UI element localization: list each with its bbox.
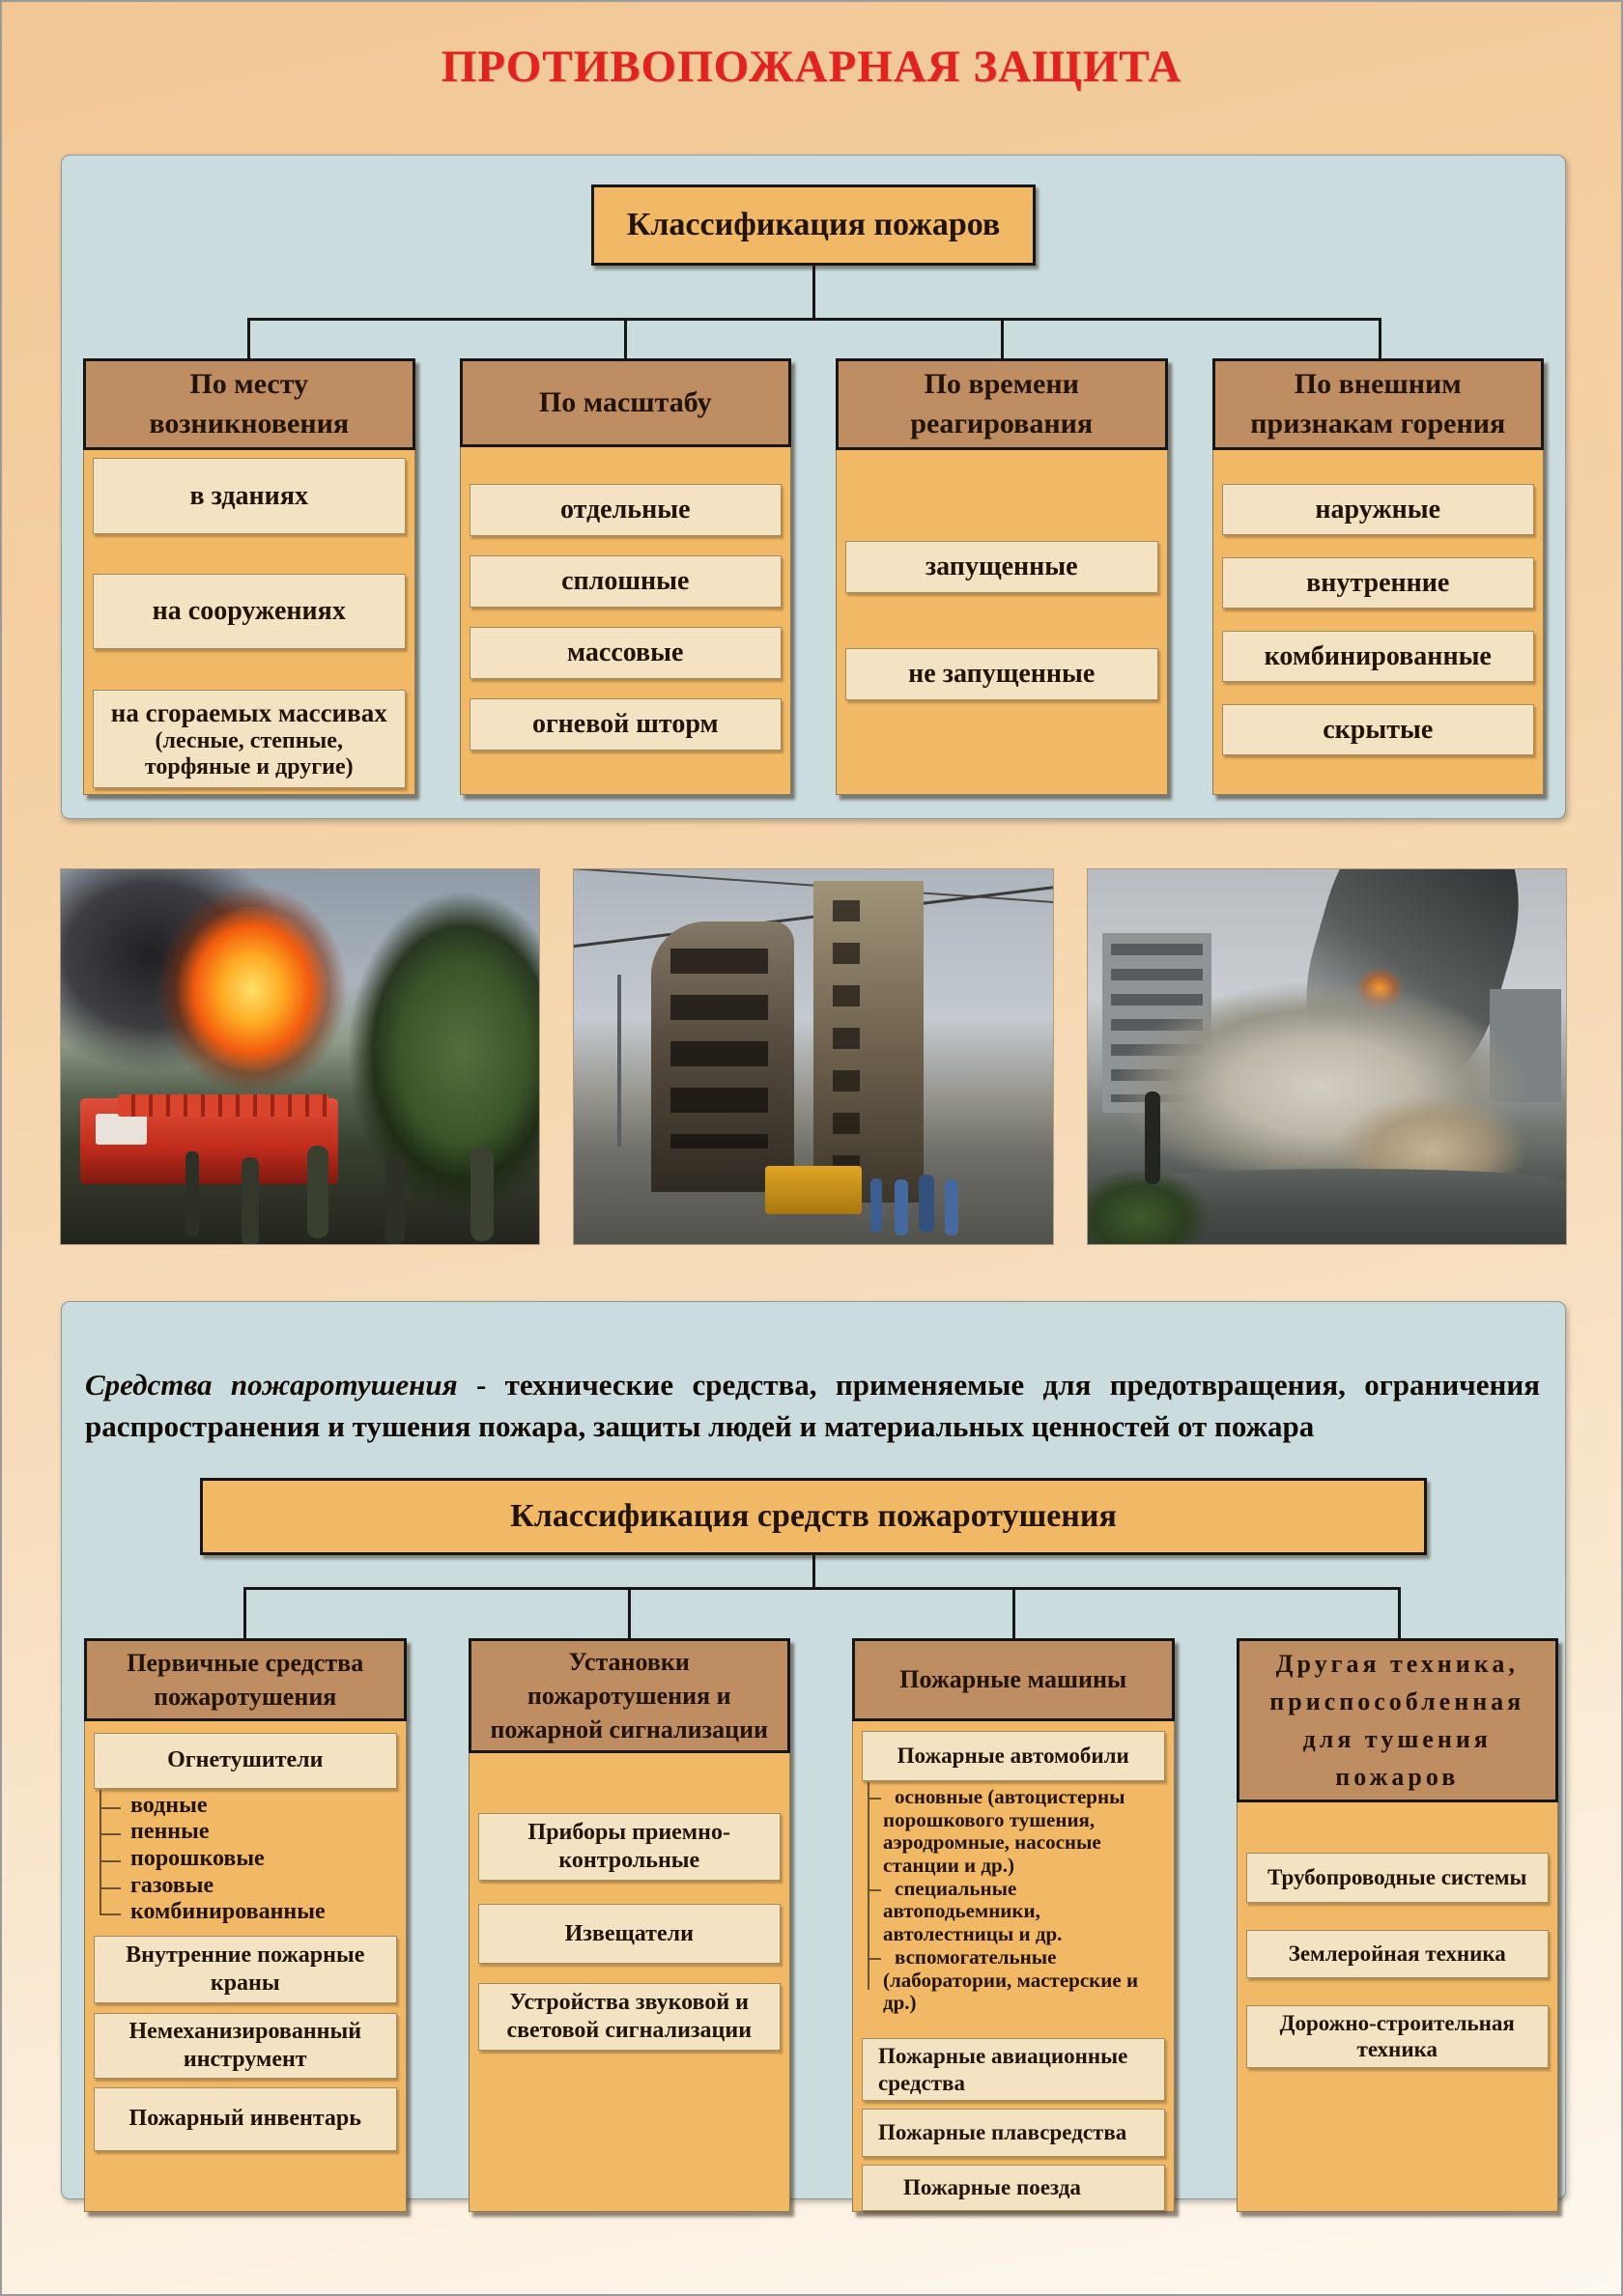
- definition-term: Средства пожаротушения: [85, 1368, 458, 1402]
- tree1-connectors: [62, 266, 1565, 358]
- column-body: [1212, 450, 1545, 795]
- tree2-column-primary-means: [84, 1638, 407, 2212]
- photo-tank-fire-trucks: [61, 869, 539, 1244]
- column-body: [836, 450, 1168, 795]
- tree2-item: Землеройная техника: [1246, 1930, 1550, 1978]
- tree2-column-fire-machines: [852, 1638, 1175, 2212]
- definition-text: - технические средства, применяемые для предотвращения, ограничения распространения и тушения пожара, защиты людей и материальных ценностей от пожара: [85, 1368, 1541, 1444]
- tree1-root-box: Классификация пожаров: [591, 184, 1036, 266]
- tree1-column-external-signs: [1212, 358, 1545, 795]
- tree1-item: огневой шторм: [470, 698, 783, 751]
- tree2-root-box: Классификация средств пожаротушения: [200, 1478, 1427, 1555]
- tree1-item: массовые: [470, 627, 783, 679]
- tree2-item: Устройства звуковой и световой сигнализации: [478, 1983, 782, 2051]
- connector-line: [244, 1587, 1401, 1590]
- connector-line: [247, 318, 250, 358]
- column-body: [469, 1753, 791, 2212]
- tree2-column-other-equipment: [1237, 1638, 1559, 2212]
- tree2-item: Пожарные поезда: [862, 2165, 1165, 2211]
- connector-line: [1001, 318, 1004, 358]
- tree2-connectors: [62, 1555, 1565, 1638]
- tree2-item: Внутренние пожарные краны: [94, 1936, 397, 2003]
- connector-line: [248, 318, 1381, 321]
- connector-line: [1398, 1587, 1401, 1638]
- column-body: [852, 1721, 1175, 2212]
- column-header: Пожарные машины: [852, 1638, 1175, 1721]
- tree2-item: Огнетушители: [94, 1733, 397, 1789]
- tree1-item: сплошные: [470, 555, 783, 608]
- tree2-item: Извещатели: [478, 1904, 782, 1964]
- connector-line: [812, 1555, 815, 1589]
- list-item: порошковые: [94, 1847, 397, 1872]
- extinguishing-means-panel: [61, 1301, 1566, 2199]
- item-note: (лесные, степные, торфяные и другие): [144, 728, 354, 780]
- column-body: [83, 450, 415, 795]
- tree2-item: Немеханизированный инструмент: [94, 2013, 397, 2079]
- photo-burned-building: [574, 869, 1052, 1244]
- column-header: По внешним признакам горения: [1212, 358, 1545, 450]
- flame-shape: [157, 885, 348, 1094]
- list-item: газовые: [94, 1874, 397, 1899]
- tree2-item: Приборы приемно-контрольные: [478, 1813, 782, 1881]
- connector-line: [812, 266, 815, 320]
- truck-ladder-shape: [118, 1094, 328, 1117]
- item-label: на сгораемых массивах: [110, 697, 387, 727]
- tree1-item: комбинированные: [1222, 631, 1535, 682]
- tree2-item: Пожарные авиационные средства: [862, 2038, 1165, 2101]
- connector-line: [1379, 318, 1381, 358]
- connector-line: [624, 318, 627, 358]
- column-body: [1237, 1802, 1559, 2212]
- column-header: Другая техника, приспособленная для тушения пожаров: [1237, 1638, 1559, 1802]
- column-body: [460, 447, 792, 795]
- tree1-item: запущенные: [845, 541, 1158, 593]
- tree2-column-installations: [469, 1638, 791, 2212]
- tree1-item: отдельные: [470, 484, 783, 536]
- tree1-item: наружные: [1222, 484, 1535, 535]
- tree2-item: Пожарные автомобили: [862, 1731, 1165, 1781]
- tree1-item: в зданиях: [93, 458, 406, 534]
- tree2-item: Трубопроводные системы: [1246, 1853, 1550, 1903]
- tree1-column-place: [83, 358, 415, 795]
- definition-paragraph: [62, 1332, 1565, 1448]
- column-header: По времени реагирования: [836, 358, 1168, 450]
- tree1-item: на сооружениях: [93, 574, 406, 649]
- extinguisher-types-list: [94, 1794, 397, 1927]
- street-lamp-shape: [617, 975, 621, 1147]
- list-item: специальные автоподьемники, автолестницы и др.: [862, 1878, 1165, 1946]
- list-item: водные: [94, 1794, 397, 1819]
- excavator-shape: [765, 1166, 861, 1214]
- connector-line: [628, 1587, 631, 1638]
- poster-title: ПРОТИВОПОЖАРНАЯ ЗАЩИТА: [441, 42, 1182, 92]
- tree1-item: не запущенные: [845, 648, 1158, 700]
- column-header: По масштабу: [460, 358, 792, 447]
- list-item: вспомогательные (лаборатории, мастерские и др.): [862, 1946, 1165, 2015]
- tree1-column-scale: [460, 358, 792, 795]
- connector-line: [243, 1587, 246, 1638]
- people-silhouettes: [185, 1151, 199, 1236]
- tree1-item: внутренние: [1222, 557, 1535, 609]
- connector-line: [1012, 1587, 1015, 1638]
- trees-shape: [348, 892, 539, 1214]
- column-header: Установки пожаротушения и пожарной сигнализации: [469, 1638, 791, 1753]
- ruined-wall-shape: [813, 881, 924, 1204]
- ruined-tower-shape: [651, 921, 795, 1191]
- column-body: [84, 1721, 407, 2212]
- column-header: Первичные средства пожаротушения: [84, 1638, 407, 1721]
- person-silhouette: [1145, 1091, 1160, 1184]
- fire-classification-panel: [61, 155, 1566, 819]
- tree1-columns: [62, 358, 1565, 795]
- tree1-item: скрытые: [1222, 704, 1535, 755]
- fire-vehicle-types-list: [862, 1786, 1165, 2015]
- tree1-column-response-time: [836, 358, 1168, 795]
- list-item: основные (автоцистерны порошкового тушения, аэродромные, насосные станции и др.): [862, 1786, 1165, 1878]
- tree2-columns: [62, 1638, 1565, 2200]
- tree1-item: [93, 690, 406, 788]
- tree2-item: Пожарные плавсредства: [862, 2109, 1165, 2157]
- tree2-item: Дорожно-строительная техника: [1246, 2005, 1550, 2068]
- column-header: По месту возникновения: [83, 358, 415, 450]
- tree2-item: Пожарный инвентарь: [94, 2087, 397, 2151]
- workers-silhouettes: [870, 1178, 882, 1233]
- photo-strip: [61, 869, 1566, 1244]
- list-item: комбинированные: [94, 1900, 397, 1925]
- photo-building-collapse: [1088, 869, 1566, 1244]
- list-item: пенные: [94, 1820, 397, 1845]
